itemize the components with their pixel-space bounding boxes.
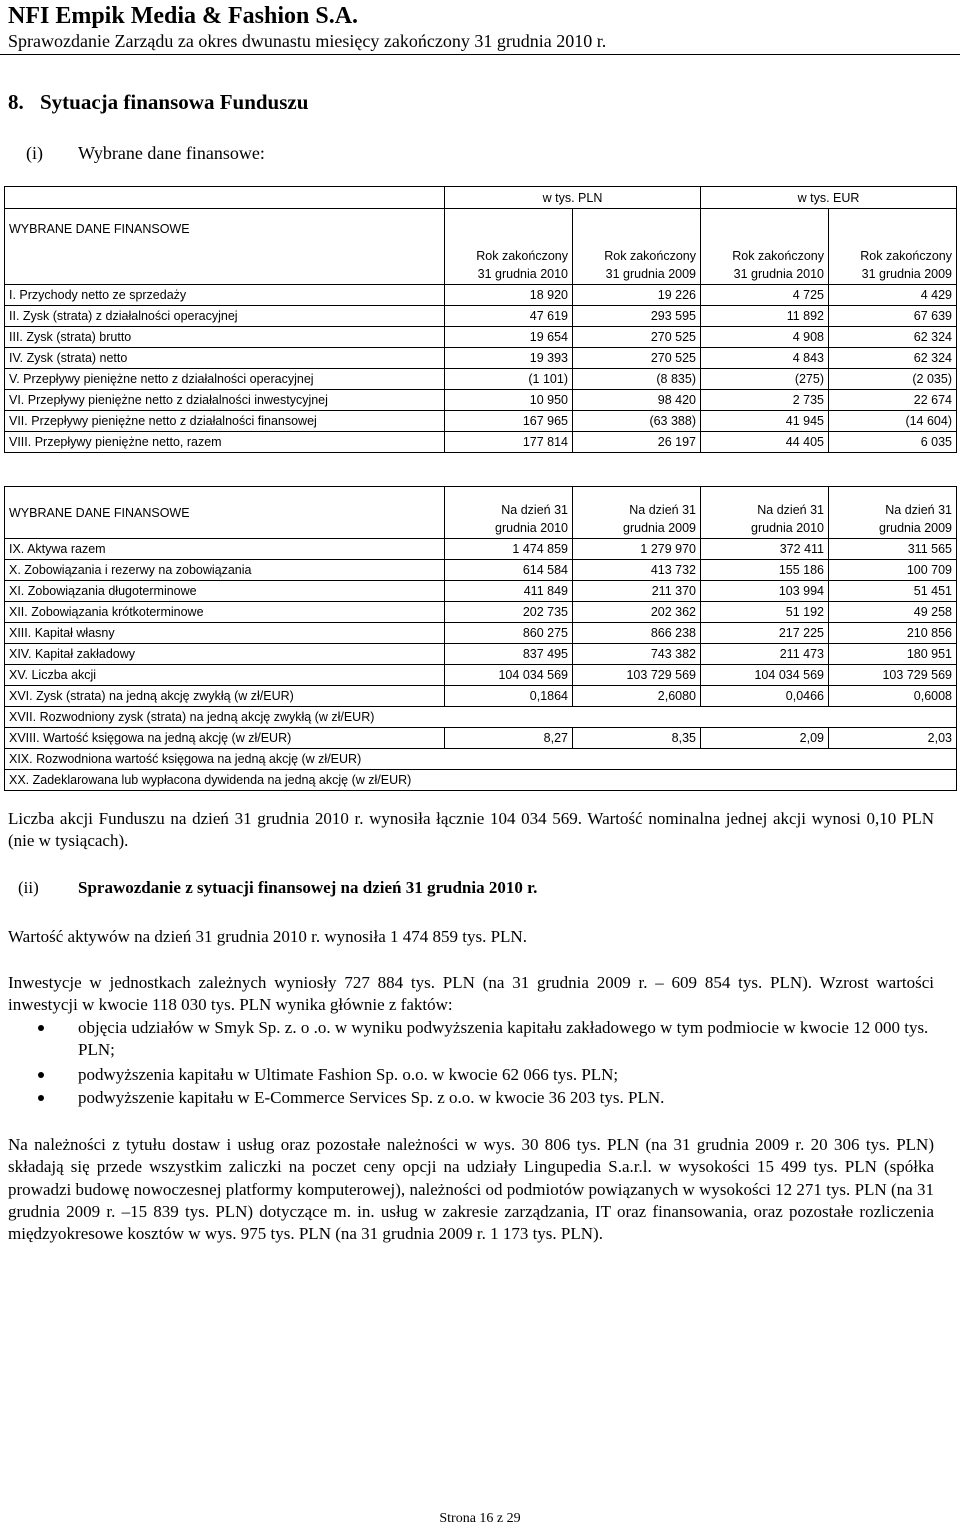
table-row (5, 560, 957, 581)
row-value (573, 749, 701, 770)
section-number: 8. (8, 90, 24, 114)
row-value: (2 035) (829, 369, 957, 390)
row-label: XVI. Zysk (strata) na jedną akcję zwykłą (w zł/EUR) (5, 686, 445, 707)
row-value: 837 495 (445, 644, 573, 665)
row-value: 1 279 970 (573, 539, 701, 560)
row-value: 155 186 (701, 560, 829, 581)
row-value: 18 920 (445, 285, 573, 306)
t2-col-header-2: Na dzień 31 grudnia 2009 (573, 487, 701, 539)
assets-paragraph: Wartość aktywów na dzień 31 grudnia 2010 r. wynosiła 1 474 859 tys. PLN. (8, 927, 527, 946)
row-value (701, 770, 829, 791)
row-value (701, 707, 829, 728)
row-value (573, 707, 701, 728)
row-value (445, 749, 573, 770)
row-value: 211 370 (573, 581, 701, 602)
t2-col-header-4: Na dzień 31 grudnia 2009 (829, 487, 957, 539)
row-value: 41 945 (701, 411, 829, 432)
row-value: 4 908 (701, 327, 829, 348)
row-value: 202 362 (573, 602, 701, 623)
table-row (5, 707, 957, 728)
row-value (829, 770, 957, 791)
row-value: (8 835) (573, 369, 701, 390)
row-value: 103 994 (701, 581, 829, 602)
row-value (701, 749, 829, 770)
table-row (5, 390, 957, 411)
page-header (8, 2, 956, 52)
row-value: 98 420 (573, 390, 701, 411)
row-value: 270 525 (573, 327, 701, 348)
row-value: (63 388) (573, 411, 701, 432)
row-value: 2,6080 (573, 686, 701, 707)
row-value: 372 411 (701, 539, 829, 560)
row-value: 47 619 (445, 306, 573, 327)
row-value: 62 324 (829, 327, 957, 348)
subsection-ii-marker: (ii) (18, 878, 39, 897)
t2-col-header-1: Na dzień 31 grudnia 2010 (445, 487, 573, 539)
row-value (573, 770, 701, 791)
subsection-ii-title: Sprawozdanie z sytuacji finansowej na dzień 31 grudnia 2010 r. (78, 878, 538, 897)
table-row (5, 770, 957, 791)
company-name: NFI Empik Media & Fashion S.A. (8, 3, 359, 29)
row-value: 19 654 (445, 327, 573, 348)
row-value: 104 034 569 (445, 665, 573, 686)
row-value: 411 849 (445, 581, 573, 602)
row-value: 103 729 569 (829, 665, 957, 686)
financial-data-table-2 (4, 486, 957, 791)
row-label: XX. Zadeklarowana lub wypłacona dywidenda na jedną akcję (w zł/EUR) (5, 770, 445, 791)
row-value: 8,27 (445, 728, 573, 749)
row-value (445, 770, 573, 791)
row-value: 100 709 (829, 560, 957, 581)
table-row (5, 665, 957, 686)
row-value: 217 225 (701, 623, 829, 644)
bullet-icon (38, 1095, 44, 1101)
t1-col-header-3: Rok zakończony 31 grudnia 2010 (701, 245, 829, 285)
row-value: 177 814 (445, 432, 573, 453)
row-value: 22 674 (829, 390, 957, 411)
table-row (5, 623, 957, 644)
bullet-icon (38, 1025, 44, 1031)
row-value: 1 474 859 (445, 539, 573, 560)
row-value: 211 473 (701, 644, 829, 665)
row-label: III. Zysk (strata) brutto (5, 327, 445, 348)
row-value: 19 226 (573, 285, 701, 306)
row-label: XIII. Kapitał własny (5, 623, 445, 644)
row-value: 51 192 (701, 602, 829, 623)
row-value: 103 729 569 (573, 665, 701, 686)
row-value: 210 856 (829, 623, 957, 644)
row-value: 19 393 (445, 348, 573, 369)
table-row (5, 581, 957, 602)
bullet-item-3: podwyższenie kapitału w E-Commerce Services Sp. z o.o. w kwocie 36 203 tys. PLN. (78, 1088, 665, 1107)
row-value: 270 525 (573, 348, 701, 369)
row-value: 8,35 (573, 728, 701, 749)
row-label: XV. Liczba akcji (5, 665, 445, 686)
row-value: 311 565 (829, 539, 957, 560)
table-1-title: WYBRANE DANE FINANSOWE (5, 209, 445, 245)
table-row (5, 602, 957, 623)
receivables-paragraph: Na należności z tytułu dostaw i usług oraz pozostałe należności w wys. 30 806 tys. PLN (na 31 grudnia 2009 r. 20 306 tys. PLN) składają się przede wszystkim zaliczki na poczet ceny opcji na udziały Lingupedia S.a.r.l. w wysokości 15 499 tys. PLN (spółka prowadzi budowę nowoczesnej platformy komputerowej), należności od podmiotów powiązanych w wysokości 12 271 tys. PLN (na 31 grudnia 2009 r. –15 839 tys. PLN) dotyczące m. in. usług w zakresie zarządzania, IT oraz finansowania, oraz pozostałe rozliczenia międzyokresowe kosztów w wys. 975 tys. PLN (na 31 grudnia 2009 r. 1 173 tys. PLN). (8, 1135, 934, 1244)
row-value: 202 735 (445, 602, 573, 623)
row-value: 180 951 (829, 644, 957, 665)
row-label: XVII. Rozwodniony zysk (strata) na jedną akcję zwykłą (w zł/EUR) (5, 707, 445, 728)
row-label: XVIII. Wartość księgowa na jedną akcję (w zł/EUR) (5, 728, 445, 749)
row-label: IX. Aktywa razem (5, 539, 445, 560)
t2-col-header-3: Na dzień 31 grudnia 2010 (701, 487, 829, 539)
bullet-icon (38, 1072, 44, 1078)
row-value: (1 101) (445, 369, 573, 390)
row-label: XI. Zobowiązania długoterminowe (5, 581, 445, 602)
row-value: 6 035 (829, 432, 957, 453)
row-value: 413 732 (573, 560, 701, 581)
row-label: IV. Zysk (strata) netto (5, 348, 445, 369)
investments-paragraph: Inwestycje w jednostkach zależnych wyniosły 727 884 tys. PLN (na 31 grudnia 2009 r. – 609 854 tys. PLN). Wzrost wartości inwestycji w kwocie 118 030 tys. PLN wynika głównie z faktów: (8, 973, 934, 1015)
bullet-item-2: podwyższenia kapitału w Ultimate Fashion Sp. o.o. w kwocie 62 066 tys. PLN; (78, 1065, 619, 1084)
table-2-title: WYBRANE DANE FINANSOWE (5, 487, 445, 539)
currency-eur-label: w tys. EUR (701, 187, 957, 209)
row-value: 4 843 (701, 348, 829, 369)
table-row (5, 644, 957, 665)
row-value: 49 258 (829, 602, 957, 623)
row-value: 26 197 (573, 432, 701, 453)
table-row (5, 728, 957, 749)
row-value: 614 584 (445, 560, 573, 581)
row-label: VI. Przepływy pieniężne netto z działalności inwestycyjnej (5, 390, 445, 411)
table-row (5, 306, 957, 327)
row-value: 44 405 (701, 432, 829, 453)
table-row (5, 749, 957, 770)
row-value (829, 749, 957, 770)
row-value: 0,1864 (445, 686, 573, 707)
row-value: 104 034 569 (701, 665, 829, 686)
row-value: (14 604) (829, 411, 957, 432)
row-label: I. Przychody netto ze sprzedaży (5, 285, 445, 306)
shares-paragraph: Liczba akcji Funduszu na dzień 31 grudnia 2010 r. wynosiła łącznie 104 034 569. Wartość nominalna jednej akcji wynosi 0,10 PLN (nie w tysiącach). (8, 809, 934, 851)
row-label: II. Zysk (strata) z działalności operacyjnej (5, 306, 445, 327)
table-row (5, 411, 957, 432)
table-row (5, 327, 957, 348)
row-value: 866 238 (573, 623, 701, 644)
row-label: V. Przepływy pieniężne netto z działalności operacyjnej (5, 369, 445, 390)
row-value: 2 735 (701, 390, 829, 411)
row-value: 4 429 (829, 285, 957, 306)
table-row (5, 369, 957, 390)
row-value: 860 275 (445, 623, 573, 644)
row-value: 62 324 (829, 348, 957, 369)
row-value (445, 707, 573, 728)
row-value: 67 639 (829, 306, 957, 327)
row-label: VIII. Przepływy pieniężne netto, razem (5, 432, 445, 453)
row-value: 2,03 (829, 728, 957, 749)
table-row (5, 686, 957, 707)
currency-pln-label: w tys. PLN (445, 187, 701, 209)
row-value: 51 451 (829, 581, 957, 602)
table-row (5, 285, 957, 306)
t1-col-header-4: Rok zakończony 31 grudnia 2009 (829, 245, 957, 285)
row-value: 10 950 (445, 390, 573, 411)
row-label: X. Zobowiązania i rezerwy na zobowiązania (5, 560, 445, 581)
report-subtitle: Sprawozdanie Zarządu za okres dwunastu miesięcy zakończony 31 grudnia 2010 r. (8, 31, 607, 51)
row-value: 11 892 (701, 306, 829, 327)
bullet-item-1: objęcia udziałów w Smyk Sp. z. o .o. w wyniku podwyższenia kapitału zakładowego w tym podmiocie w kwocie 12 000 tys. PLN; (78, 1018, 929, 1059)
row-value: (275) (701, 369, 829, 390)
row-label: XII. Zobowiązania krótkoterminowe (5, 602, 445, 623)
row-value: 0,6008 (829, 686, 957, 707)
table-row (5, 348, 957, 369)
row-value: 4 725 (701, 285, 829, 306)
financial-data-table-1 (4, 186, 957, 453)
table-row (5, 539, 957, 560)
header-divider (0, 54, 960, 55)
section-title: Sytuacja finansowa Funduszu (40, 90, 309, 114)
table-row (5, 432, 957, 453)
row-value: 743 382 (573, 644, 701, 665)
t1-col-header-1: Rok zakończony 31 grudnia 2010 (445, 245, 573, 285)
row-label: XIX. Rozwodniona wartość księgowa na jedną akcję (w zł/EUR) (5, 749, 445, 770)
subsection-i-title: Wybrane dane finansowe: (78, 143, 265, 163)
t1-col-header-2: Rok zakończony 31 grudnia 2009 (573, 245, 701, 285)
row-value: 0,0466 (701, 686, 829, 707)
row-label: XIV. Kapitał zakładowy (5, 644, 445, 665)
row-label: VII. Przepływy pieniężne netto z działalności finansowej (5, 411, 445, 432)
page-number: Strona 16 z 29 (439, 1511, 521, 1526)
row-value (829, 707, 957, 728)
row-value: 167 965 (445, 411, 573, 432)
subsection-i-marker: (i) (26, 143, 43, 163)
row-value: 2,09 (701, 728, 829, 749)
row-value: 293 595 (573, 306, 701, 327)
